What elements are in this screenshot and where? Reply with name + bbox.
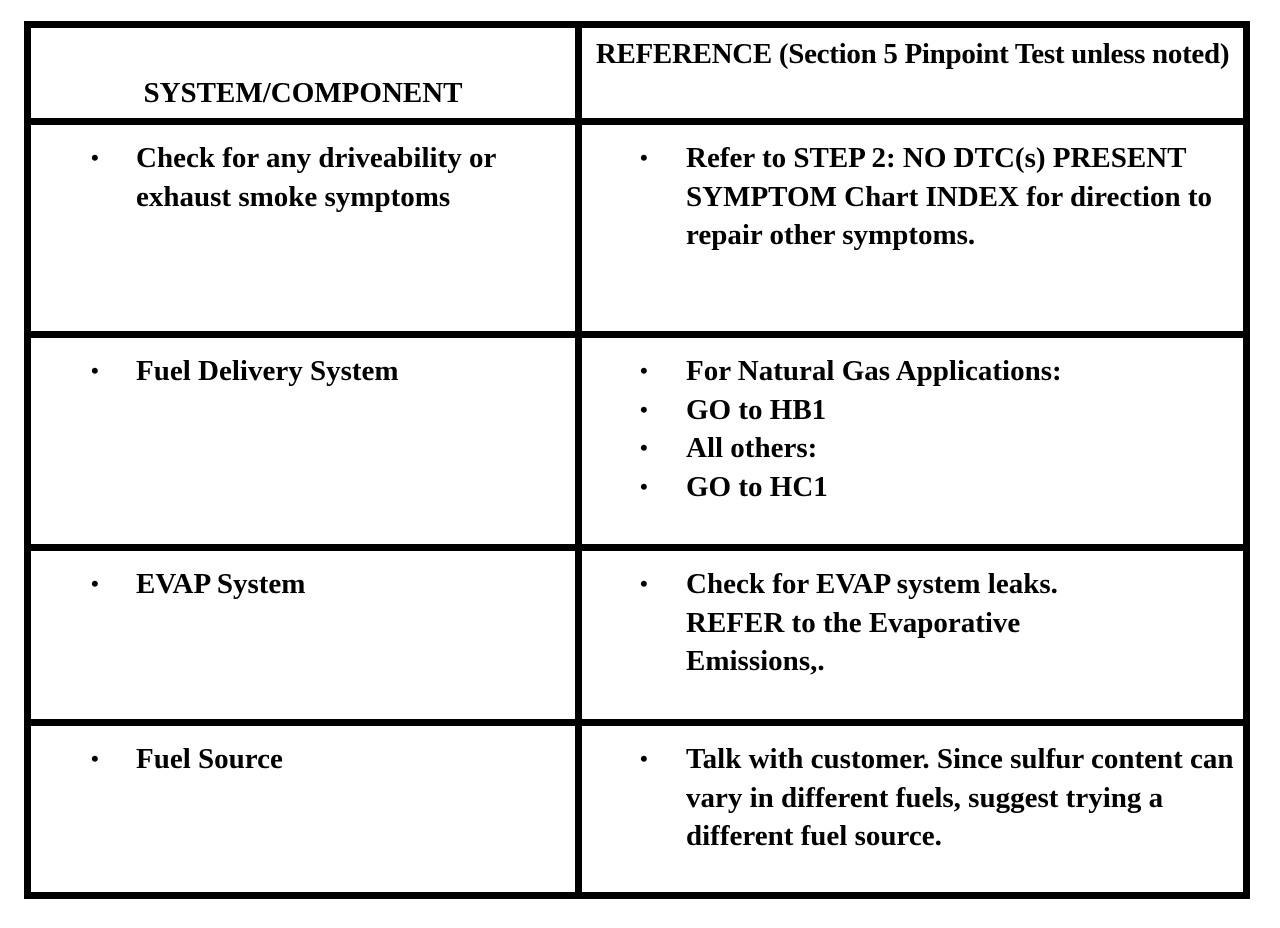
list-item	[582, 429, 1243, 468]
row-1-system-text: Check for any driveability or exhaust smoke symptoms	[136, 142, 496, 213]
bullet: •	[640, 435, 648, 460]
row-divider	[31, 719, 1243, 726]
row-divider	[31, 331, 1243, 338]
row-2-reference-text: For Natural Gas Applications:	[686, 355, 1062, 387]
list-item	[31, 740, 575, 779]
header-reference	[582, 28, 1243, 118]
row-3-system-text: EVAP System	[136, 568, 306, 600]
row-1-system	[31, 139, 575, 216]
row-2-system	[31, 352, 575, 391]
list-item	[582, 139, 1243, 255]
bullet: •	[640, 396, 648, 422]
row-4-system-text: Fuel Source	[136, 743, 283, 775]
row-2-reference-text: GO to HC1	[686, 470, 828, 503]
row-3-system	[31, 565, 575, 604]
header-reference-text: REFERENCE (Section 5 Pinpoint Test unless noted)	[595, 38, 1230, 70]
symptom-reference-table	[24, 21, 1250, 899]
row-3-reference-text: Check for EVAP system leaks. REFER to the Evaporative Emissions,.	[686, 568, 1058, 677]
row-4-reference-text: Talk with customer. Since sulfur content can vary in different fuels, suggest trying a different fuel source.	[686, 743, 1234, 852]
bullet: •	[91, 145, 99, 170]
bullet: •	[91, 746, 99, 771]
list-item	[31, 139, 575, 216]
list-item	[582, 391, 1243, 430]
row-1-reference-text: Refer to STEP 2: NO DTC(s) PRESENT SYMPTOM Chart INDEX for direction to repair other symptoms.	[686, 142, 1212, 251]
row-4-system	[31, 740, 575, 779]
list-item	[582, 740, 1243, 856]
list-item	[31, 565, 575, 604]
bullet: •	[91, 358, 99, 383]
row-2-reference-text: GO to HB1	[686, 393, 827, 426]
bullet: •	[640, 145, 648, 170]
header-divider	[31, 118, 1243, 125]
bullet: •	[640, 746, 648, 771]
row-divider	[31, 544, 1243, 551]
list-item	[31, 352, 575, 391]
row-3-reference	[582, 565, 1243, 681]
row-4-reference	[582, 740, 1243, 856]
column-divider	[575, 28, 582, 892]
bullet: •	[640, 473, 648, 499]
row-2-reference	[582, 352, 1243, 506]
header-system-component-text: SYSTEM/COMPONENT	[143, 76, 463, 109]
row-1-reference	[582, 139, 1243, 255]
list-item	[582, 468, 1243, 507]
list-item	[582, 352, 1243, 391]
bullet: •	[91, 571, 99, 596]
bullet: •	[640, 571, 648, 596]
row-2-reference-text: All others:	[686, 432, 818, 464]
bullet: •	[640, 358, 648, 383]
header-system-component	[31, 28, 575, 118]
list-item	[582, 565, 1243, 681]
row-2-system-text: Fuel Delivery System	[136, 355, 399, 387]
